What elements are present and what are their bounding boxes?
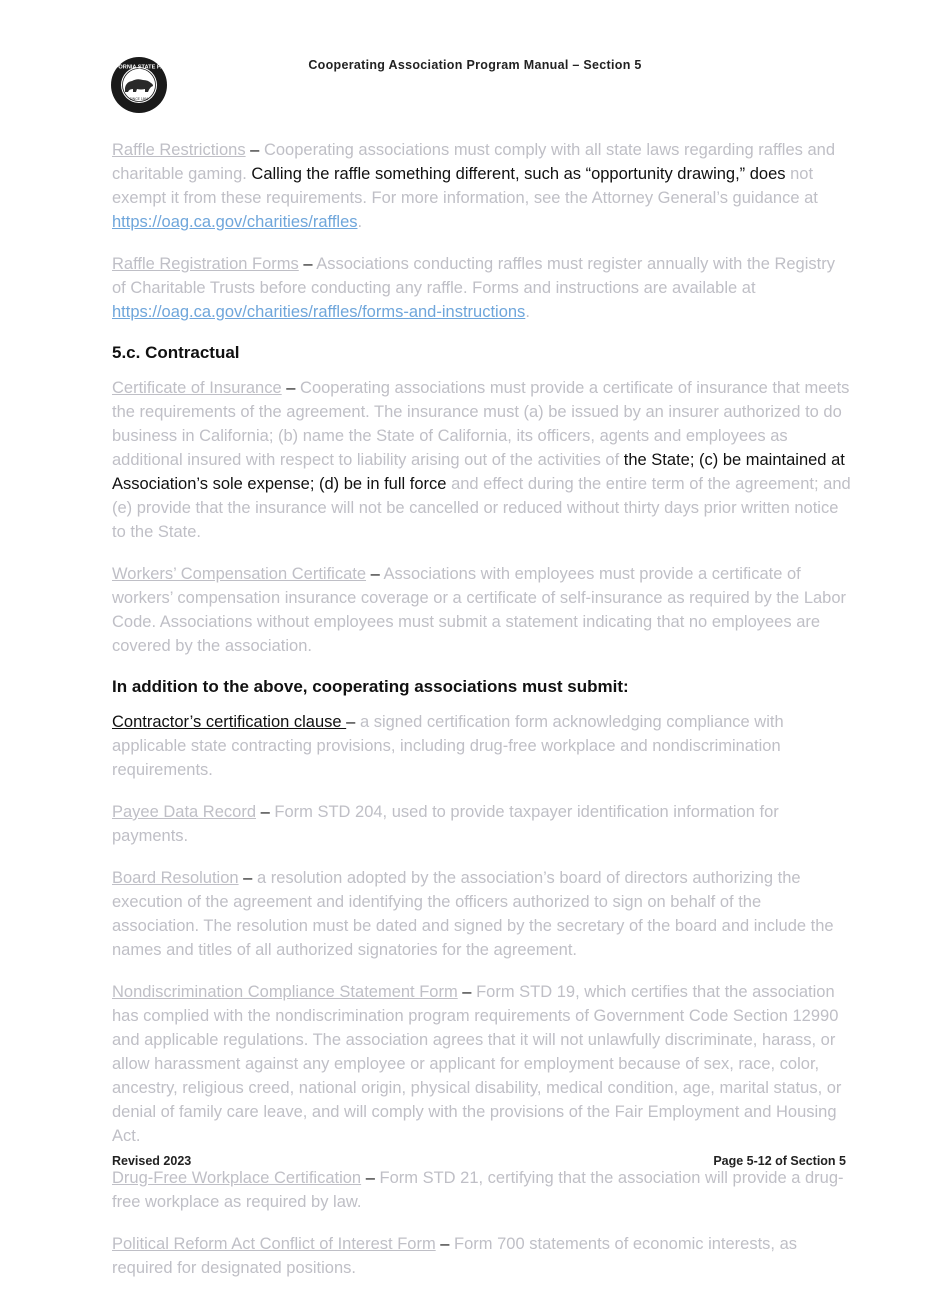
body-text: a signed certification form acknowledging compliance with applicable state contracting provisions, including drug-free workplace and nondiscrimination requirements. — [112, 713, 784, 779]
dash: – — [346, 713, 360, 731]
term: Contractor’s certification clause — [112, 713, 347, 731]
body-text: a resolution adopted by the association’s board of directors authorizing the execution of the agreement and identifying the officers authorized to sign on behalf of the association. The resolution must be dated and signed by the secretary of the board and include the names and titles of all authorized signatories for the agreement. — [112, 869, 834, 959]
insurance-paragraph — [112, 376, 852, 544]
body-text: Associations conducting raffles must register annually with the Registry of Charitable Trusts before conducting any raffle. Forms and instructions are available at — [112, 255, 835, 297]
term: Political Reform Act Conflict of Interest Form — [112, 1235, 436, 1253]
body-text: Cooperating associations must provide a certificate of insurance that meets the requirements of the agreement. The insurance must (a) be issued by an insurer authorized to do business in California; (b) name the State of California, its officers, agents and employees as additional insured with respect to liability arising out of the activities of — [112, 379, 850, 469]
political-reform-paragraph — [112, 1232, 852, 1280]
dash: – — [256, 803, 275, 821]
dash: – — [238, 869, 257, 887]
end-punct: . — [357, 213, 363, 231]
certification-clause-paragraph — [112, 710, 852, 782]
term: Nondiscrimination Compliance Statement Form — [112, 983, 458, 1001]
term: Drug-Free Workplace Certification — [112, 1169, 362, 1187]
body-text: and effect during the entire term of the agreement; and (e) provide that the insurance will not be cancelled or reduced without thirty days prior written notice to the State. — [112, 475, 851, 541]
raffle-registration-paragraph — [112, 252, 852, 324]
term: Certificate of Insurance — [112, 379, 282, 397]
dash: – — [281, 379, 301, 397]
body-text: Form STD 19, which certifies that the association has complied with the nondiscrimination program requirements of Government Code Section 12990 and applicable regulations. The association agrees that it will not unlawfully discriminate, harass, or allow harassment against any employee or applicant for employment because of sex, race, color, ancestry, religious creed, national origin, physical disability, medical condition, age, marital status, or denial of family care leave, and will comply with the provisions of the Fair Employment and Housing Act. — [112, 983, 842, 1145]
dash: – — [361, 1169, 380, 1187]
term: Raffle Registration Forms — [112, 255, 299, 273]
body-text: Associations with employees must provide a certificate of workers’ compensation insurance coverage or a certificate of self-insurance as required by the Labor Code. Associations without employees must submit a statement indicating that no employees are covered by the association. — [112, 565, 847, 655]
dash: – — [366, 565, 384, 583]
body-text: charitable gaming. — [112, 165, 252, 183]
visible-text: Calling the raffle something different, such as “opportunity drawing,” does — [251, 165, 786, 183]
term: Raffle Restrictions — [112, 141, 246, 159]
document-body — [112, 138, 852, 1298]
end-punct: . — [525, 303, 530, 321]
workers-comp-paragraph — [112, 562, 852, 658]
body-text: Form STD 21, certifying that the association will provide a drug-free workplace as required by law. — [112, 1169, 844, 1211]
svg-text:CALIFORNIA STATE PARKS: CALIFORNIA STATE PARKS — [101, 64, 177, 71]
term: Workers’ Compensation Certificate — [112, 565, 367, 583]
dash: – — [298, 255, 317, 273]
section-heading-submit: In addition to the above, cooperating associations must submit: — [112, 677, 629, 696]
dash: – — [245, 141, 264, 159]
raffle-link[interactable]: https://oag.ca.gov/charities/raffles — [112, 213, 358, 231]
body-text: Form 700 statements of economic interests, as required for designated positions. — [112, 1235, 798, 1277]
dash: – — [457, 983, 477, 1001]
raffle-forms-link[interactable]: https://oag.ca.gov/charities/raffles/forms-and-instructions — [112, 303, 526, 321]
footer-left: Revised 2023 — [112, 1154, 192, 1168]
payee-data-paragraph — [112, 800, 852, 848]
svg-text:SINCE 1864: SINCE 1864 — [129, 97, 149, 101]
body-text: Form STD 204, used to provide taxpayer identification information for payments. — [112, 803, 779, 845]
drug-free-paragraph — [112, 1166, 852, 1214]
page-header-title: Cooperating Association Program Manual – Section 5 — [308, 58, 642, 72]
nondiscrimination-paragraph — [112, 980, 852, 1148]
board-resolution-paragraph — [112, 866, 852, 962]
section-heading-contractual: 5.c. Contractual — [112, 343, 240, 362]
term: Board Resolution — [112, 869, 239, 887]
visible-text: the State; (c) be maintained at Association’s sole expense; (d) be in full force — [112, 451, 845, 493]
term: Payee Data Record — [112, 803, 256, 821]
body-text: not exempt it from these requirements. For more information, see the Attorney General’s guidance at — [112, 165, 818, 207]
footer-right: Page 5-12 of Section 5 — [713, 1154, 846, 1168]
raffle-restrictions-paragraph — [112, 138, 852, 234]
dash: – — [435, 1235, 455, 1253]
body-text: Cooperating associations must comply with all state laws regarding raffles and — [263, 141, 836, 159]
